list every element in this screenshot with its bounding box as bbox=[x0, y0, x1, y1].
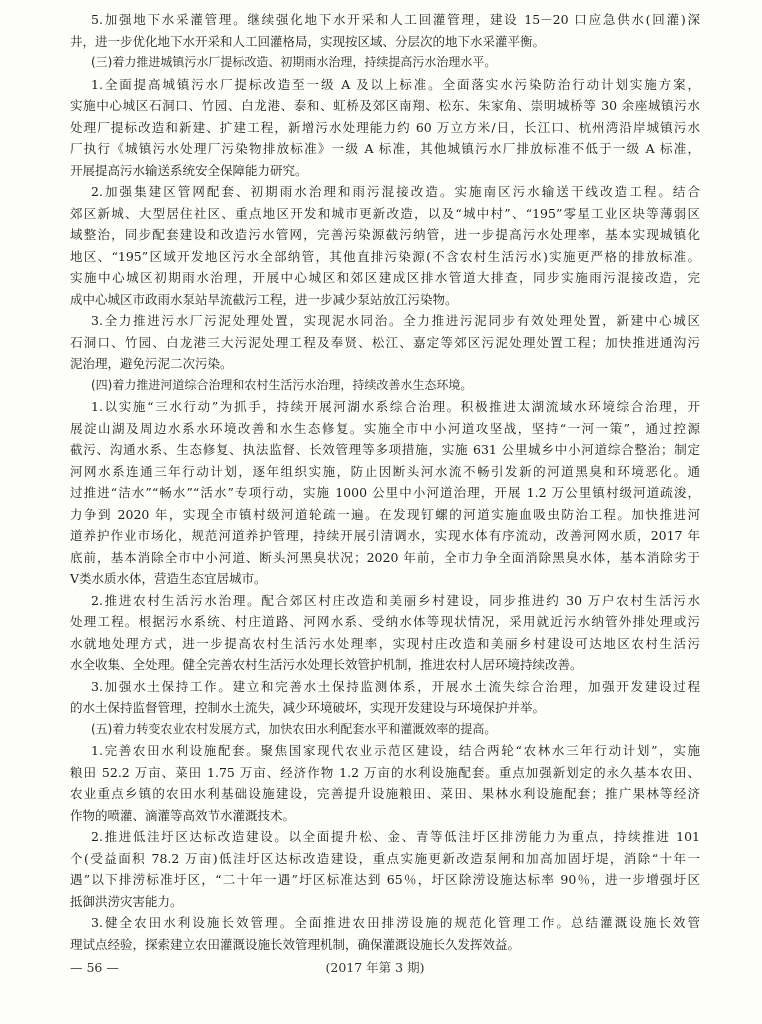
text-line: 处理工程。根据污水系统、村庄道路、河网水系、受纳水体等现状情况，采用就近污水纳管外排处理或污 bbox=[70, 614, 700, 629]
section-heading bbox=[70, 375, 700, 397]
text-line: 地区、“195”区域开发地区污水全部纳管，其他直排污染源(不含农村生活污水)实施更严格的排放标准。 bbox=[70, 248, 700, 264]
text-line: 2.加强集建区管网配套、初期雨水治理和雨污混接改造。实施南区污水输送干线改造工程。结合 bbox=[91, 184, 700, 199]
text-line: 郊区新城、大型居住社区、重点地区开发和城市更新改造，以及“城中村”、“195”零星工业区块等薄弱区 bbox=[70, 205, 700, 221]
paragraph bbox=[70, 310, 700, 375]
paragraph bbox=[70, 396, 700, 590]
text-line: 泥治理，避免污泥二次污染。 bbox=[70, 356, 233, 371]
text-line: 实施中心城区石洞口、竹园、白龙港、泰和、虹桥及郊区南翔、松东、朱家角、崇明城桥等 30 余座城镇污水 bbox=[70, 98, 700, 113]
paragraph bbox=[70, 181, 700, 310]
text-line: (五)着力转变农业农村发展方式，加快农田水利配套水平和灌溉效率的提高。 bbox=[91, 721, 497, 736]
text-line: 处理厂提标改造和新建、扩建工程，新增污水处理能力约 60 万立方米/日，长江口、杭州湾沿岸城镇污水 bbox=[70, 119, 700, 135]
text-line: 过推进“洁水”“畅水”“活水”专项行动，实施 1000 公里中小河道治理，开展 1.2 万公里镇村级河道疏浚， bbox=[70, 485, 700, 500]
text-line: 个(受益面积 78.2 万亩)低洼圩区达标改造建设，重点实施更新改造泵闸和加高加固圩堤，消除“十年一 bbox=[70, 850, 700, 866]
text-line: 2.推进农村生活污水治理。配合郊区村庄改造和美丽乡村建设，同步推进约 30 万户农村生活污水 bbox=[91, 592, 700, 608]
paragraph bbox=[70, 590, 700, 676]
text-line: 力争到 2020 年，实现全市镇村级河道轮疏一遍。在发现钉螺的河道实施血吸虫防治工程。加快推进河 bbox=[70, 506, 700, 522]
text-line: 水就地处理方式，进一步提高农村生活污水处理率，实现村庄改造和美丽乡村建设可达地区农村生活污 bbox=[70, 635, 700, 651]
paragraph bbox=[70, 912, 700, 955]
text-line: 理试点经验，探索建立农田灌溉设施长效管理机制，确保灌溉设施长久发挥效益。 bbox=[70, 936, 521, 952]
paragraph bbox=[70, 74, 700, 182]
text-line: 水全收集、全处理。健全完善农村生活污水处理长效管护机制，推进农村人居环境持续改善。 bbox=[70, 657, 583, 672]
section-heading bbox=[70, 719, 700, 741]
paragraph bbox=[70, 9, 700, 52]
text-line: 截污、沟通水系、生态修复、执法监督、长效管理等多项措施，实施 631 公里城乡中小河道综合整治；制定 bbox=[70, 442, 700, 457]
text-line: (四)着力推进河道综合治理和农村生活污水治理，持续改善水生态环境。 bbox=[91, 377, 473, 392]
text-line: 抵御洪涝灾害能力。 bbox=[70, 893, 183, 909]
text-line: 3.健全农田水利设施长效管理。全面推进农田排涝设施的规范化管理工作。总结灌溉设施长效管 bbox=[91, 915, 700, 930]
paragraph bbox=[70, 826, 700, 912]
text-line: 道养护作业市场化，规范河道养护管理，持续开展引清调水，实现水体有序流动，改善河网水质，2017 年 bbox=[70, 528, 700, 543]
text-line: 的水土保持监督管理，控制水土流失，减少环境破坏，实现开发建设与环境保护并举。 bbox=[70, 700, 546, 715]
text-line: 成中心城区市政雨水泵站旱流截污工程，进一步减少泵站放江污染物。 bbox=[70, 291, 458, 307]
page-number: — 56 — bbox=[70, 960, 119, 975]
text-line: 3.全力推进污水厂污泥处理处置，实现泥水同治。全力推进污泥同步有效处理处置，新建中心城区 bbox=[91, 313, 700, 328]
text-line: 石洞口、竹园、白龙港三大污泥处理工程及奉贤、松江、嘉定等郊区污泥处理处置工程；加快推进通沟污 bbox=[70, 334, 700, 350]
text-line: 3.加强水土保持工作。建立和完善水土保持监测体系，开展水土流失综合治理，加强开发建设过程 bbox=[91, 678, 700, 694]
text-line: (三)着力推进城镇污水厂提标改造、初期雨水治理，持续提高污水治理水平。 bbox=[91, 55, 497, 69]
text-line: 展淀山湖及周边水系水环境改善和水生态修复。实施全市中小河道攻坚战，坚持“一河一策”，通过控源 bbox=[70, 420, 700, 436]
text-line: 1.以实施“三水行动”为抓手，持续开展河湖水系综合治理。积极推进太湖流域水环境综合治理，开 bbox=[91, 399, 700, 414]
text-line: Ⅴ类水质水体，营造生态宜居城市。 bbox=[70, 571, 267, 586]
text-line: 厂执行《城镇污水处理厂污染物排放标准》一级 A 标准，其他城镇污水厂排放标准不低于一级 A 标准， bbox=[70, 141, 700, 156]
text-line: 5.加强地下水采灌管理。继续强化地下水开采和人工回灌管理，建设 15－20 口应急供水(回灌)深 bbox=[91, 12, 700, 27]
text-line: 作物的喷灌、滴灌等高效节水灌溉技术。 bbox=[70, 807, 296, 823]
page-footer bbox=[70, 957, 700, 979]
text-line: 底前，基本消除全市中小河道、断头河黑臭状况；2020 年前，全市力争全面消除黑臭水体，基本消除劣于 bbox=[70, 549, 700, 565]
paragraph bbox=[70, 676, 700, 719]
text-line: 实施中心城区初期雨水治理，开展中心城区和郊区建成区排水管道大排查，同步实施雨污混接改造，完 bbox=[70, 270, 700, 285]
text-line: 粮田 52.2 万亩、菜田 1.75 万亩、经济作物 1.2 万亩的水利设施配套。重点加强新划定的永久基本农田、 bbox=[70, 764, 700, 780]
text-line: 1.全面提高城镇污水厂提标改造至一级 A 及以上标准。全面落实水污染防治行动计划实施方案， bbox=[91, 76, 700, 92]
text-line: 域整治，同步配套建设和改造污水管网，完善污染源截污纳管，进一步提高污水处理率，基本实现城镇化 bbox=[70, 227, 700, 242]
text-line: 开展提高污水输送系统安全保障能力研究。 bbox=[70, 162, 308, 178]
text-line: 1.完善农田水利设施配套。聚焦国家现代农业示范区建设，结合两轮“农林水三年行动计划”，实施 bbox=[91, 743, 700, 758]
document-body bbox=[70, 9, 700, 955]
text-line: 农业重点乡镇的农田水利基础设施建设，完善提升设施粮田、菜田、果林水利设施配套；推广果林等经济 bbox=[70, 786, 700, 801]
issue-label: (2017 年第 3 期) bbox=[325, 960, 425, 975]
text-line: 河网水系连通三年行动计划，逐年组织实施，防止因断头河水流不畅引发新的河道黑臭和环境恶化。通 bbox=[70, 463, 700, 479]
text-line: 2.推进低洼圩区达标改造建设。以全面提升松、金、青等低洼圩区排涝能力为重点，持续推进 101 bbox=[91, 829, 700, 844]
text-line: 井，进一步优化地下水开采和人工回灌格局，实现按区域、分层次的地下水采灌平衡。 bbox=[70, 33, 546, 49]
paragraph bbox=[70, 740, 700, 826]
text-line: 遇”以下排涝标准圩区，“二十年一遇”圩区标准达到 65％，圩区除涝设施达标率 90％，进一步增强圩区 bbox=[70, 872, 700, 887]
section-heading bbox=[70, 52, 700, 74]
